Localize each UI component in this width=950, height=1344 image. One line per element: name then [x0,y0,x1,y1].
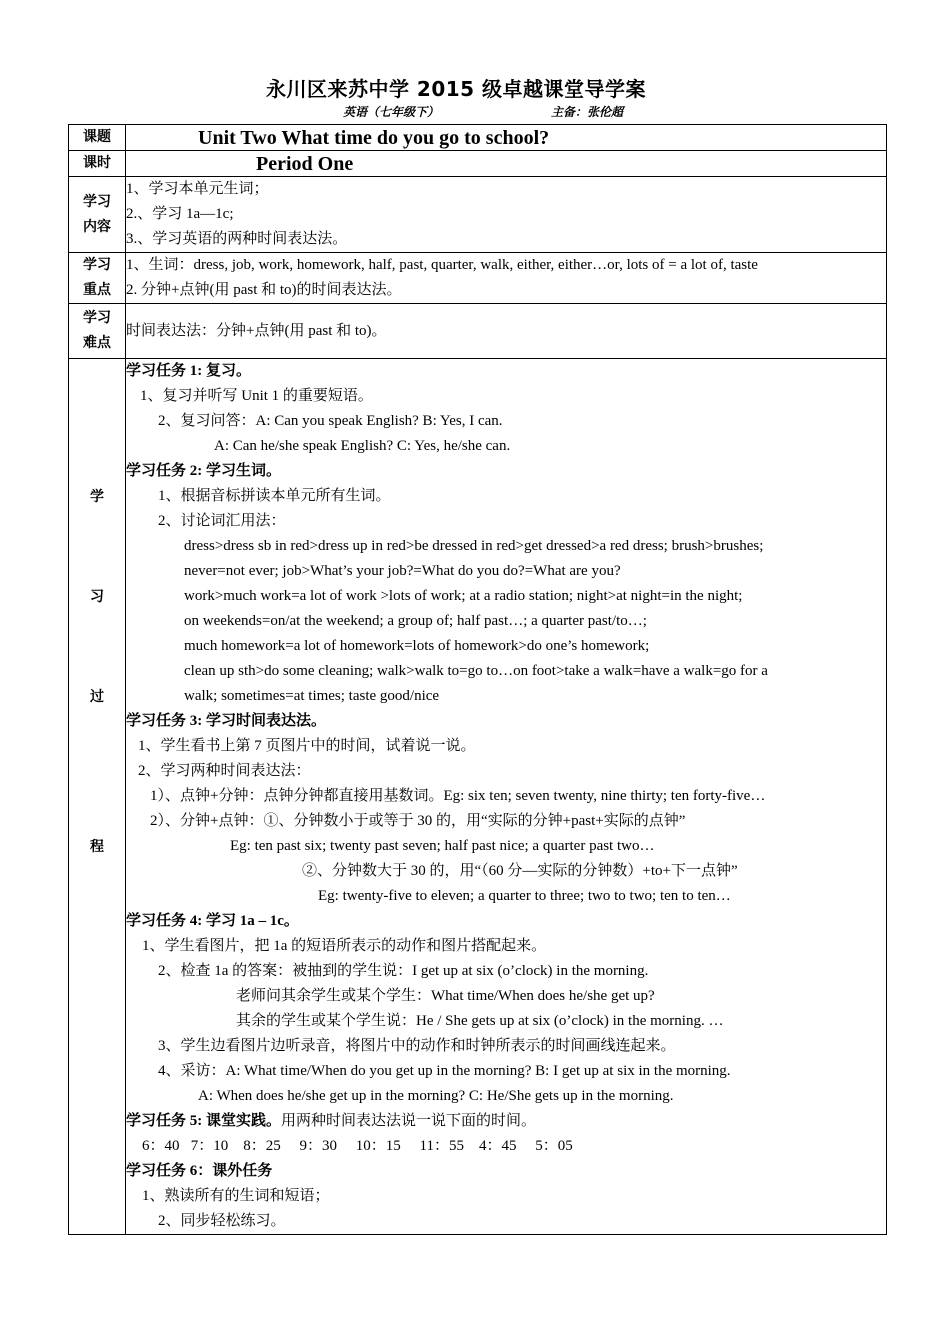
task2-line: 1、根据音标拼读本单元所有生词。 [158,488,391,504]
row-content [69,177,887,253]
label-period: 课时 [69,151,126,177]
document-title: 永川区来苏中学 2015 级卓越课堂导学案 [265,77,647,101]
key-point-line: 1、生词：dress, job, work, homework, half, past, quarter, walk, either, either…or, lots of = a lot of, taste [126,257,758,273]
difficulty-value: 时间表达法：分钟+点钟(用 past 和 to)。 [126,322,387,339]
task4-line: 其余的学生或某个学生说：He / She gets up at six (o’clock) in the morning. … [236,1013,724,1029]
task3-line: ②、分钟数大于 30 的，用“（60 分—实际的分钟数）+to+下一点钟” [302,863,738,879]
label-key-points: 学习 重点 [69,253,126,304]
task4-title: 学习任务 4: 学习 1a – 1c。 [126,913,299,929]
task3-line: 1）、点钟+分钟：点钟分钟都直接用基数词。Eg: six ten; seven twenty, nine thirty; ten forty-five… [150,788,766,804]
task4-line: 老师问其余学生或某个学生：What time/When does he/she get up? [236,988,655,1004]
topic-value: Unit Two What time do you go to school? [198,126,550,149]
label-process: 学 习 过 程 [69,359,126,1235]
task6-line: 2、同步轻松练习。 [158,1213,286,1229]
task3-line: 2）、分钟+点钟：①、分钟数小于或等于 30 的，用“实际的分钟+past+实际的点钟” [150,813,686,829]
vocab-line: on weekends=on/at the weekend; a group of; half past…; a quarter past/to…; [184,613,647,629]
task1-line: A: Can he/she speak English? C: Yes, he/she can. [214,438,511,454]
task6-line: 1、熟读所有的生词和短语； [142,1188,330,1204]
task2-title: 学习任务 2: 学习生词。 [126,463,281,479]
task3-line: Eg: twenty-five to eleven; a quarter to three; two to two; ten to ten… [318,888,731,904]
content-line: 2.、学习 1a—1c; [126,206,234,222]
vocab-line: work>much work=a lot of work >lots of work; at a radio station; night>at night=in the night; [184,588,743,604]
task4-line: 1、学生看图片，把 1a 的短语所表示的动作和图片搭配起来。 [142,938,547,954]
vocab-line: dress>dress sb in red>dress up in red>be dressed in red>get dressed>a red dress; brush>brushes; [184,538,764,554]
row-key-points [69,253,887,304]
task6-title: 学习任务 6：课外任务 [126,1163,273,1179]
label-difficulty: 学习 难点 [69,304,126,359]
task4-line: 2、检查 1a 的答案：被抽到的学生说：I get up at six (o’clock) in the morning. [158,963,649,979]
row-difficulty [69,304,887,359]
task3-title: 学习任务 3: 学习时间表达法。 [126,713,326,729]
task5-title: 学习任务 5: 课堂实践。 [126,1113,281,1129]
row-process [69,359,887,1235]
key-point-line: 2. 分钟+点钟(用 past 和 to)的时间表达法。 [126,282,402,298]
author-label: 主备：张伦超 [551,105,624,119]
content-line: 1、学习本单元生词； [126,181,269,197]
task1-title: 学习任务 1: 复习。 [126,363,251,379]
row-topic [69,125,887,151]
vocab-line: much homework=a lot of homework=lots of homework>do one’s homework; [184,638,650,654]
vocab-line: clean up sth>do some cleaning; walk>walk to=go to…on foot>take a walk=have a walk=go for a [184,663,768,679]
subject-label: 英语（七年级下） [343,105,440,119]
task5-title-line [126,1109,886,1134]
row-period [69,151,887,177]
task2-line: 2、讨论词汇用法： [158,513,286,529]
period-value: Period One [256,152,354,175]
task4-line: 3、学生边看图片边听录音，将图片中的动作和时钟所表示的时间画线连起来。 [158,1038,676,1054]
content-line: 3.、学习英语的两种时间表达法。 [126,231,348,247]
task3-line: 1、学生看书上第 7 页图片中的时间，试着说一说。 [138,738,476,754]
label-content: 学习 内容 [69,177,126,253]
lesson-plan-table [68,124,887,1235]
vocab-line: never=not ever; job>What’s your job?=What do you do?=What are you? [184,563,621,579]
task4-line: A: When does he/she get up in the morning? C: He/She gets up in the morning. [198,1088,674,1104]
task5-times: 6：40 7：10 8：25 9：30 10：15 11：55 4：45 5：05 [142,1138,573,1154]
task1-line: 1、复习并听写 Unit 1 的重要短语。 [140,388,373,404]
task5-title-rest: 用两种时间表达法说一说下面的时间。 [281,1113,537,1129]
task1-line: 2、复习问答：A: Can you speak English? B: Yes, I can. [158,413,503,429]
vocab-line: walk; sometimes=at times; taste good/nice [184,688,440,704]
task4-line: 4、采访：A: What time/When do you get up in the morning? B: I get up at six in the morning. [158,1063,731,1079]
label-topic: 课题 [69,125,126,151]
task3-line: 2、学习两种时间表达法： [138,763,311,779]
task3-line: Eg: ten past six; twenty past seven; half past nice; a quarter past two… [230,838,655,854]
